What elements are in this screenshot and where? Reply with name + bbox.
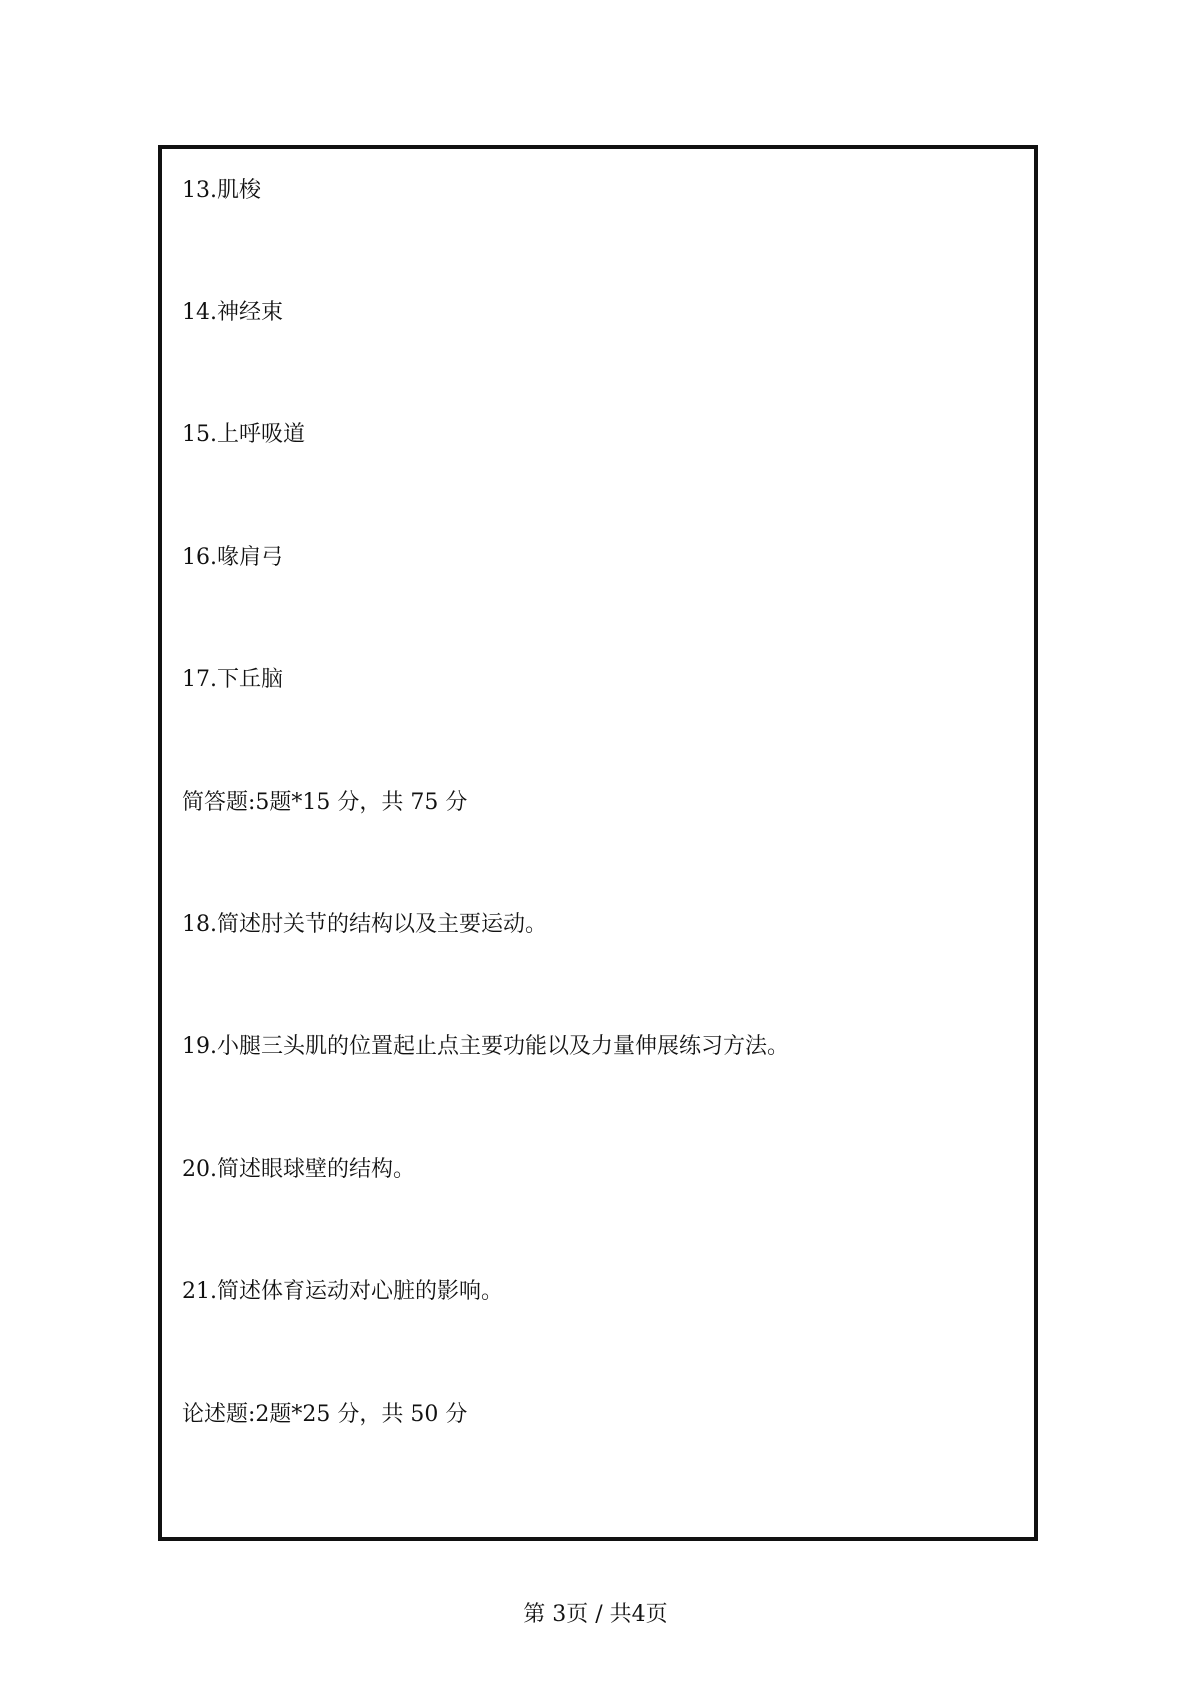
term-15: 15.上呼吸道: [182, 422, 305, 447]
question-19: 19.小腿三头肌的位置起止点主要功能以及力量伸展练习方法。: [182, 1034, 789, 1059]
answer-box-frame: [158, 145, 1038, 1541]
term-16: 16.喙肩弓: [182, 545, 283, 570]
question-21: 21.简述体育运动对心脏的影响。: [182, 1279, 503, 1304]
term-13: 13.肌梭: [182, 178, 261, 203]
section-heading-essay: 论述题:2题*25 分，共 50 分: [182, 1402, 468, 1427]
section-heading-short-answer: 简答题:5题*15 分，共 75 分: [182, 790, 468, 815]
term-14: 14.神经束: [182, 300, 283, 325]
question-18: 18.简述肘关节的结构以及主要运动。: [182, 912, 547, 937]
question-20: 20.简述眼球壁的结构。: [182, 1157, 415, 1182]
page-number-footer: 第 3页 / 共4页: [523, 1602, 668, 1627]
term-17: 17.下丘脑: [182, 667, 283, 692]
